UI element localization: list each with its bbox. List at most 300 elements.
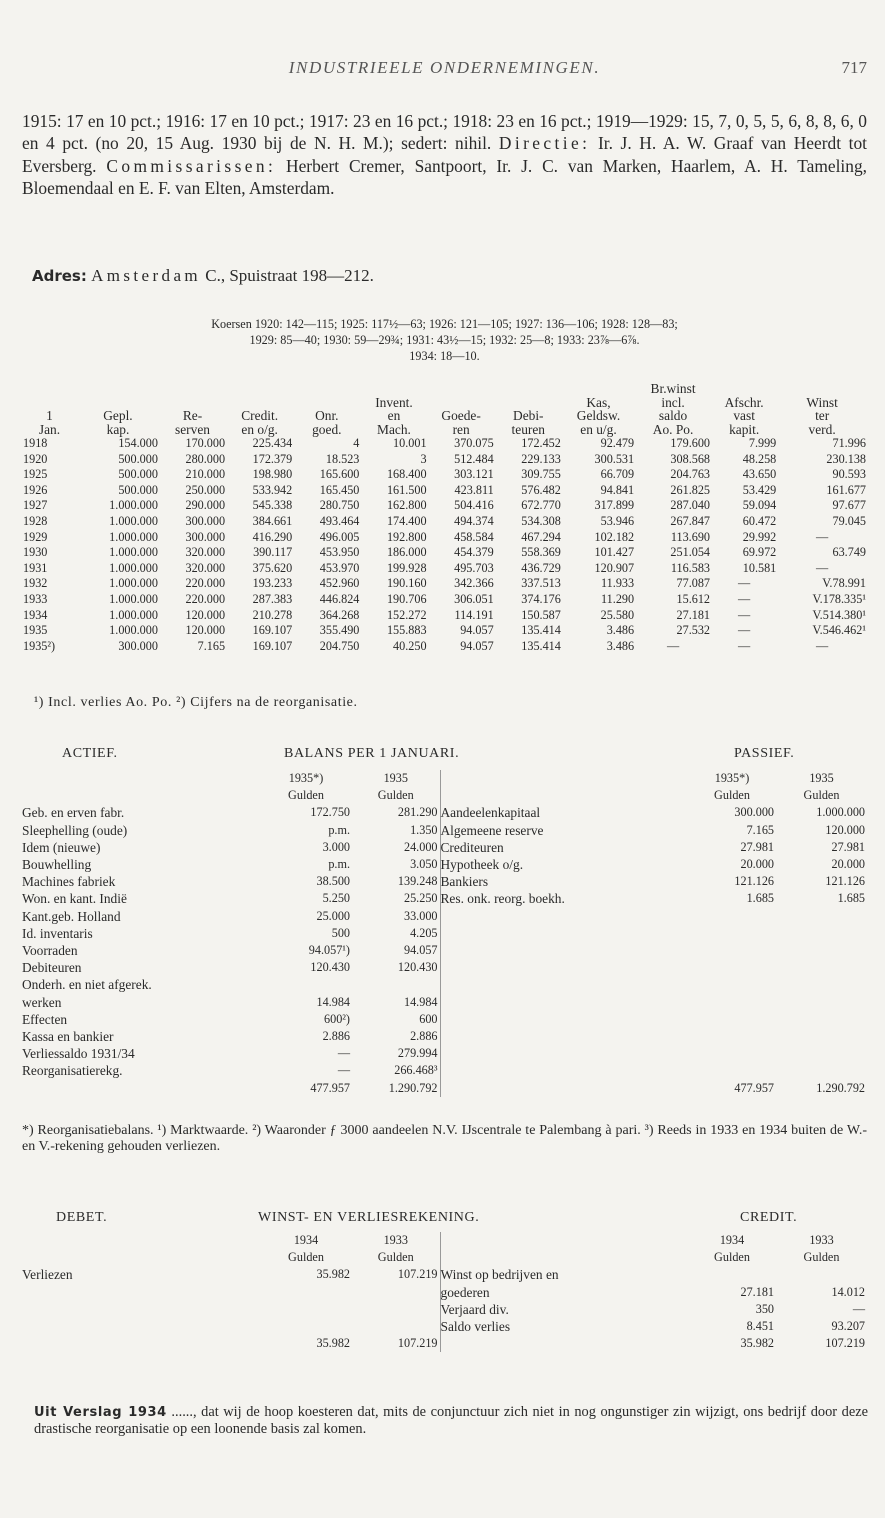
account-value: 24.000: [403, 839, 438, 854]
table-cell: 303.121: [454, 467, 494, 482]
table-row: [22, 623, 867, 639]
table-cell: 114.191: [454, 607, 494, 622]
table-cell: 169.107: [252, 623, 293, 638]
account-label: werken: [22, 994, 62, 1010]
account-label: Winst op bedrijven en: [440, 1266, 688, 1283]
column-header: [360, 382, 427, 436]
account-value: [352, 976, 440, 993]
table-cell: 155.883: [386, 623, 427, 638]
table-cell: 190.706: [386, 591, 427, 606]
table-cell: —: [666, 638, 680, 653]
column-header: 1935: [809, 771, 834, 785]
table-row: [22, 576, 867, 592]
table-cell: 204.763: [670, 467, 711, 482]
table-cell: 1.000.000: [109, 607, 158, 622]
table-cell: 374.176: [521, 591, 561, 606]
column-header-line: Credit.: [241, 408, 279, 423]
balance-footnote-text: *) Reorganisatiebalans. ¹) Marktwaarde. ²) Waaronder ƒ 3000 aandeelen N.V. IJscentrale te Palembang à pari. ³) Reeds in 1933 en 1934 buiten de W.- en V.-rekening gehouden verliezen.: [22, 1123, 867, 1154]
account-value: [776, 1266, 867, 1283]
table-cell: 172.379: [252, 451, 293, 466]
column-header-line: Geldsw.: [576, 408, 621, 423]
column-header: 1935*): [288, 771, 324, 785]
table-cell: 1927: [23, 498, 48, 513]
total-value: 1.290.792: [388, 1080, 438, 1095]
table-cell: 500.000: [118, 451, 158, 466]
address: [32, 266, 374, 286]
table-cell: —: [738, 607, 751, 622]
totals-row: [22, 1080, 867, 1097]
table-cell: V.178.335¹: [812, 591, 866, 606]
table-cell: 300.000: [185, 529, 226, 544]
table-cell: 18.523: [325, 451, 360, 466]
page-number: 717: [841, 58, 867, 77]
table-cell: 384.661: [252, 513, 293, 528]
column-header: [22, 382, 77, 436]
account-value: 25.000: [316, 908, 350, 923]
table-cell: 320.000: [185, 560, 226, 575]
table-cell: 3: [420, 451, 427, 466]
table-cell: 174.400: [386, 513, 427, 528]
table-cell: —: [738, 623, 751, 638]
column-header-line: incl.: [661, 394, 685, 410]
account-row: [22, 942, 867, 959]
column-header-line: ter: [815, 408, 830, 423]
account-value: 120.430: [310, 960, 350, 975]
table-cell: 220.000: [185, 576, 226, 591]
table-cell: 342.366: [454, 576, 494, 591]
table-cell: 10.001: [393, 436, 427, 450]
account-row: [22, 959, 867, 976]
column-header-line: Onr.: [315, 408, 339, 423]
table-cell: 11.290: [601, 591, 635, 606]
column-header: [562, 382, 635, 436]
table-cell: 1929: [23, 529, 48, 544]
account-value: 121.126: [825, 874, 865, 889]
account-value: 27.181: [740, 1284, 774, 1299]
company-intro: [22, 110, 867, 200]
column-header-row: [22, 770, 867, 787]
account-value: 94.057: [403, 943, 438, 958]
table-cell: 7.999: [748, 436, 777, 450]
totals-row: [22, 1335, 867, 1352]
table-cell: 11.933: [601, 576, 635, 591]
winst-title: WINST- EN VERLIESREKENING.: [258, 1210, 480, 1225]
table-cell: 1933: [23, 591, 48, 606]
table-cell: 29.992: [742, 529, 777, 544]
account-value: 1.685: [746, 891, 774, 906]
table-cell: 1932: [23, 576, 48, 591]
table-cell: 63.749: [832, 545, 866, 560]
account-value: 38.500: [316, 874, 350, 889]
table-cell: 225.434: [252, 436, 293, 450]
table-cell: 94.841: [600, 482, 635, 497]
table-cell: 120.907: [594, 560, 635, 575]
table-cell: 1934: [23, 607, 48, 622]
account-label: Reorganisatierekg.: [22, 1063, 123, 1079]
account-value: 8.451: [746, 1319, 774, 1334]
table-cell: 97.677: [832, 498, 866, 513]
column-header: [711, 382, 777, 436]
column-header: 1935*): [714, 771, 750, 785]
total-value: 1.290.792: [816, 1080, 865, 1095]
table-cell: 59.094: [742, 498, 777, 513]
directie-label: Directie:: [498, 133, 591, 154]
column-header-line: kapit.: [729, 421, 760, 437]
table-cell: 453.970: [319, 560, 360, 575]
account-row: [22, 822, 867, 839]
column-header: 1934: [293, 1233, 319, 1247]
account-value: —: [852, 1301, 865, 1316]
share-prices-line: 1934: 18—10.: [409, 349, 480, 363]
column-header-line: kap.: [106, 421, 130, 437]
table-row: [22, 498, 867, 514]
table-cell: 355.490: [319, 623, 360, 638]
account-label: Saldo verlies: [440, 1318, 688, 1335]
column-header-line: Gepl.: [103, 408, 133, 423]
table-cell: 71.996: [832, 436, 866, 450]
account-value: 14.984: [316, 994, 350, 1009]
table-row: [22, 467, 867, 483]
table-cell: 229.133: [521, 451, 561, 466]
table-cell: 193.233: [252, 576, 293, 591]
column-header-line: teuren: [511, 421, 546, 437]
column-header: [77, 382, 159, 436]
total-value: 107.219: [825, 1336, 865, 1351]
table-cell: 390.117: [253, 545, 293, 560]
table-cell: —: [816, 529, 829, 544]
commissarissen: Herbert Cremer, Santpoort, Ir. J. C. van Marken, Haarlem, A. H. Tameling, Bloemendaal en E. F. van Elten, Amsterdam.: [22, 155, 867, 199]
table-cell: 320.000: [185, 545, 226, 560]
total-value: 477.957: [310, 1080, 350, 1095]
column-header-line: en o/g.: [241, 421, 278, 437]
account-value: 20.000: [831, 857, 865, 872]
column-header-line: ren: [452, 421, 470, 437]
balance-sheet: [22, 770, 867, 1097]
table-cell: —: [738, 638, 751, 653]
table-cell: 120.000: [185, 623, 226, 638]
total-value: 107.219: [397, 1336, 438, 1351]
account-row: [22, 908, 867, 925]
column-header-line: vast: [733, 408, 755, 423]
account-row: [22, 856, 867, 873]
table-cell: —: [816, 560, 829, 575]
table-cell: 48.258: [742, 451, 777, 466]
table-cell: —: [738, 576, 751, 591]
table-cell: 500.000: [118, 467, 158, 482]
table-cell: 576.482: [521, 482, 561, 497]
table-cell: 186.000: [386, 545, 427, 560]
column-header-line: Mach.: [377, 421, 411, 437]
table-cell: 1935²): [23, 638, 56, 653]
column-header: 1933: [383, 1233, 408, 1247]
profit-loss-account: [22, 1232, 867, 1352]
column-header: [226, 382, 293, 436]
table-cell: 287.040: [670, 498, 711, 513]
table-cell: 496.005: [319, 529, 360, 544]
account-row: [22, 1028, 867, 1045]
table-cell: 165.600: [319, 467, 360, 482]
column-header-line: Jan.: [38, 421, 61, 437]
account-value: 1.685: [837, 891, 865, 906]
column-header: Gulden: [803, 788, 840, 803]
column-header: [495, 382, 562, 436]
column-header-line: saldo: [658, 408, 688, 423]
column-header-line: en: [387, 408, 401, 423]
page-header: [22, 58, 867, 82]
column-header-line: Afschr.: [724, 394, 764, 410]
table-cell: 267.847: [670, 513, 711, 528]
balans-title: BALANS PER 1 JANUARI.: [284, 746, 460, 761]
table-cell: 161.500: [386, 482, 427, 497]
account-row: [22, 976, 867, 993]
table-cell: 1.000.000: [109, 498, 158, 513]
account-value: 279.994: [397, 1046, 438, 1061]
account-label: Algemeene reserve: [440, 822, 688, 839]
table-cell: 40.250: [393, 638, 427, 653]
commissarissen-label: Commissarissen:: [106, 155, 277, 176]
account-label: Verjaard div.: [440, 1301, 688, 1318]
table-cell: 306.051: [454, 591, 494, 606]
table-cell: 458.584: [454, 529, 494, 544]
table-cell: 545.338: [252, 498, 293, 513]
account-value: [688, 1266, 776, 1283]
table-cell: 165.450: [319, 482, 360, 497]
table-cell: 1.000.000: [109, 545, 158, 560]
column-header: 1933: [809, 1233, 834, 1247]
table-cell: 199.928: [386, 560, 427, 575]
table-cell: 1926: [23, 482, 48, 497]
account-row: [22, 1318, 867, 1335]
account-row: [22, 1062, 867, 1079]
page-title: INDUSTRIEELE ONDERNEMINGEN.: [288, 58, 601, 77]
table-cell: 102.182: [594, 529, 635, 544]
table-row: [22, 592, 867, 608]
table-cell: 500.000: [118, 482, 158, 497]
financial-history-table: [22, 382, 867, 654]
table-cell: 375.620: [252, 560, 293, 575]
column-header: Gulden: [714, 788, 750, 803]
dividend-history: 1915: 17 en 10 pct.; 1916: 17 en 10 pct.; 1917: 23 en 16 pct.; 1918: 23 en 16 pct.; 1919—1929: 15, 7, 0, 5, 5, 6, 8, 8, 6, 0 en 4 pct. (no 20, 15 Aug. 1930 bij de N. H. M.); sedert: nihil.: [22, 111, 867, 154]
account-label: Onderh. en niet afgerek.: [22, 977, 152, 993]
account-value: 3.050: [410, 857, 438, 872]
column-header-line: verd.: [808, 421, 836, 437]
table-cell: 308.568: [670, 451, 711, 466]
table-cell: 190.160: [386, 576, 427, 591]
table-cell: 92.479: [600, 436, 635, 450]
table-cell: 261.825: [670, 482, 711, 497]
column-header-line: Invent.: [375, 394, 413, 410]
account-label: Crediteuren: [440, 839, 688, 856]
share-prices: [22, 316, 867, 364]
table-cell: 135.414: [521, 638, 561, 653]
table-cell: 317.899: [594, 498, 635, 513]
table-cell: 672.770: [521, 498, 561, 513]
winst-right-title: CREDIT.: [740, 1210, 798, 1225]
table-cell: 220.000: [185, 591, 226, 606]
table-cell: 454.379: [454, 545, 494, 560]
account-value: 4.205: [410, 925, 438, 940]
account-value: 1.350: [410, 822, 438, 837]
share-prices-line: 1929: 85—40; 1930: 59—29¾; 1931: 43½—15; 1932: 25—8; 1933: 23⅞—6⅞.: [249, 333, 640, 347]
verslag-label: Uit Verslag 1934: [34, 1405, 167, 1420]
table-body: [22, 436, 867, 654]
account-value: 2.886: [322, 1029, 350, 1044]
table-cell: 453.950: [319, 545, 360, 560]
account-value: 266.468³: [394, 1063, 438, 1078]
account-value: 27.981: [831, 839, 865, 854]
account-label: Bankiers: [440, 873, 688, 890]
table-cell: 210.000: [185, 467, 226, 482]
account-value: 120.000: [825, 822, 865, 837]
table-cell: 135.414: [521, 623, 561, 638]
column-header: [777, 382, 867, 436]
table-cell: 77.087: [676, 576, 711, 591]
column-header-line: Goede-: [441, 408, 481, 423]
account-value: [260, 976, 352, 993]
address-street: C., Spuistraat 198—212.: [205, 266, 374, 285]
table-cell: 90.593: [832, 467, 866, 482]
account-value: 300.000: [734, 805, 774, 820]
table-cell: 436.729: [521, 560, 561, 575]
column-header-line: en u/g.: [580, 421, 617, 437]
column-header: Gulden: [714, 1250, 750, 1265]
account-value: 120.430: [397, 960, 438, 975]
account-row: [22, 1045, 867, 1062]
account-value: 94.057¹): [308, 943, 350, 958]
verslag-text: ......, dat wij de hoop koesteren dat, mits de conjunctuur zich niet in nog ongunstiger zin wijzigt, ons bedrijf door deze drastische reorganisatie op een loonende basis zal komen.: [34, 1404, 868, 1437]
table-cell: 192.800: [386, 529, 427, 544]
table-cell: 1.000.000: [109, 591, 158, 606]
account-label: goederen: [440, 1284, 688, 1301]
column-header: Gulden: [377, 788, 414, 803]
table-cell: 309.755: [521, 467, 561, 482]
account-row: [22, 873, 867, 890]
table-cell: 7.165: [197, 638, 226, 653]
balance-footnote: [22, 1123, 867, 1155]
account-row: [22, 804, 867, 821]
table-cell: 27.532: [676, 623, 711, 638]
winst-left-title: DEBET.: [56, 1210, 108, 1225]
column-header-line: 1: [46, 408, 53, 423]
table-cell: —: [816, 638, 829, 653]
column-header: [159, 382, 226, 436]
table-cell: 446.824: [319, 591, 360, 606]
table-cell: 504.416: [454, 498, 494, 513]
column-header-row: [22, 787, 867, 804]
account-value: p.m.: [328, 857, 350, 872]
column-header: Gulden: [288, 1250, 324, 1265]
account-label: Idem (nieuwe): [22, 839, 101, 855]
table-cell: 1925: [23, 467, 48, 482]
account-label: Res. onk. reorg. boekh.: [440, 890, 688, 907]
account-value: 27.981: [740, 839, 774, 854]
table-cell: 4: [353, 436, 360, 450]
account-label: Won. en kant. Indië: [22, 891, 127, 907]
table-cell: 204.750: [319, 638, 360, 653]
account-row: [22, 1266, 867, 1283]
table-cell: 172.452: [521, 436, 561, 450]
table-cell: 43.650: [742, 467, 777, 482]
column-header-line: Debi-: [513, 408, 544, 423]
table-cell: 1928: [23, 513, 48, 528]
table-cell: 116.583: [670, 560, 711, 575]
table-cell: 512.484: [454, 451, 494, 466]
table-cell: 69.972: [742, 545, 777, 560]
table-cell: 364.268: [319, 607, 360, 622]
table-cell: 251.054: [670, 545, 711, 560]
account-value: 33.000: [403, 908, 438, 923]
account-label: Geb. en erven fabr.: [22, 805, 125, 821]
table-cell: 198.980: [252, 467, 293, 482]
column-header-line: Kas,: [586, 394, 611, 410]
account-value: 350: [755, 1301, 774, 1316]
account-value: 107.219: [397, 1267, 438, 1282]
account-value: 281.290: [397, 805, 438, 820]
account-row: [22, 925, 867, 942]
table-cell: 1931: [23, 560, 48, 575]
table-cell: 467.294: [521, 529, 561, 544]
account-label: Kassa en bankier: [22, 1029, 114, 1045]
table-cell: 3.486: [606, 623, 635, 638]
account-value: 1.000.000: [816, 805, 865, 820]
table-cell: 1.000.000: [109, 513, 158, 528]
table-cell: V.514.380¹: [812, 607, 866, 622]
column-header-row: [22, 1249, 867, 1266]
column-header-line: Ao. Po.: [652, 421, 694, 437]
table-cell: 162.800: [386, 498, 427, 513]
account-label: Sleephelling (oude): [22, 822, 128, 838]
table-cell: —: [738, 591, 751, 606]
table-row: [22, 452, 867, 468]
account-value: p.m.: [328, 822, 350, 837]
table-cell: 495.703: [454, 560, 494, 575]
account-value: 5.250: [322, 891, 350, 906]
table-cell: 53.429: [742, 482, 777, 497]
column-header: 1934: [719, 1233, 745, 1247]
account-label: Hypotheek o/g.: [440, 856, 688, 873]
account-value: 20.000: [740, 857, 774, 872]
table-cell: 534.308: [521, 513, 561, 528]
total-value: 35.982: [316, 1336, 350, 1351]
table-row: [22, 545, 867, 561]
table-cell: 337.513: [521, 576, 561, 591]
table-row: [22, 561, 867, 577]
table-cell: 494.374: [454, 513, 494, 528]
column-header-line: Winst: [806, 394, 838, 410]
table-cell: 1.000.000: [109, 560, 158, 575]
table-cell: 280.750: [319, 498, 360, 513]
account-value: —: [337, 1046, 350, 1061]
account-value: 93.207: [831, 1319, 865, 1334]
table-cell: 15.612: [676, 591, 711, 606]
column-header-row: [22, 1232, 867, 1249]
account-value: 2.886: [410, 1029, 438, 1044]
address-city: Amsterdam: [91, 266, 202, 285]
account-value: 121.126: [734, 874, 774, 889]
account-row: [22, 994, 867, 1011]
table-footnote: ¹) Incl. verlies Ao. Po. ²) Cijfers na de reorganisatie.: [34, 695, 358, 710]
table-cell: 94.057: [460, 638, 494, 653]
table-cell: 101.427: [594, 545, 635, 560]
table-cell: 558.369: [521, 545, 561, 560]
table-cell: 1.000.000: [109, 529, 158, 544]
table-cell: 120.000: [185, 607, 226, 622]
table-cell: 152.272: [386, 607, 427, 622]
account-label: Verliezen: [22, 1267, 73, 1283]
account-label: Effecten: [22, 1011, 68, 1027]
account-row: [22, 839, 867, 856]
table-cell: 3.486: [606, 638, 635, 653]
